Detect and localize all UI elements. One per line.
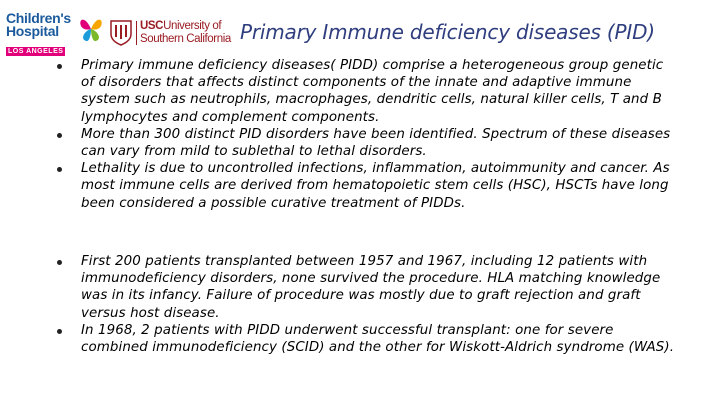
usc-logo-prefix: USC <box>140 20 164 32</box>
bullet-text: In 1968, 2 patients with PIDD underwent successful transplant: one for severe combined immunodeficiency (SCID) and the other for Wiskott-Aldrich syndrome (WAS). <box>81 322 675 356</box>
chla-logo-line2: Hospital <box>6 23 59 39</box>
bullet-item <box>57 57 679 126</box>
bullet-list-history <box>57 253 679 356</box>
usc-logo-line1 <box>140 20 231 33</box>
bullet-dot <box>57 329 62 334</box>
slide-title: Primary Immune deficiency diseases (PID) <box>240 20 655 44</box>
bullet-dot <box>57 167 62 172</box>
usc-logo-line2: Southern California <box>140 32 231 45</box>
bullet-list-background <box>57 57 679 212</box>
usc-seal-icon <box>110 20 132 46</box>
bullet-text: More than 300 distinct PID disorders have been identified. Spectrum of these diseases can vary from mild to sublethal to lethal disorders. <box>81 126 671 160</box>
bullet-dot <box>57 64 62 69</box>
chla-logo-line1: Children's <box>6 10 71 26</box>
usc-logo-line1-rest: University of <box>163 20 222 32</box>
butterfly-icon <box>77 13 105 45</box>
bullet-item <box>57 160 679 212</box>
bullet-text: First 200 patients transplanted between 1957 and 1967, including 12 patients with immunodeficiency disorders, none survived the procedure. HLA matching knowledge was in its infancy. Failure of procedure was mostly due to graft rejection and graft versus host disease. <box>81 254 661 321</box>
usc-logo <box>110 20 231 50</box>
bullet-dot <box>57 260 62 265</box>
slide-header <box>0 0 720 55</box>
bullet-text: Primary immune deficiency diseases( PIDD) comprise a heterogeneous group genetic of disorders that affects distinct components of the innate and adaptive immune system such as neutrophils, macrophages, dendritic cells, natural killer cells, T and B lymphocytes and complement components. <box>81 58 664 125</box>
childrens-hospital-la-logo <box>6 10 102 55</box>
bullet-item <box>57 126 679 160</box>
usc-logo-divider <box>136 21 137 45</box>
bullet-item <box>57 253 679 322</box>
bullet-text: Lethality is due to uncontrolled infections, inflammation, autoimmunity and cancer. As most immune cells are derived from hematopoietic stem cells (HSC), HSCTs have long been considered a possible curative treatment of PIDDs. <box>81 161 670 211</box>
chla-logo-line3: LOS ANGELES <box>8 48 64 55</box>
bullet-dot <box>57 133 62 138</box>
bullet-item <box>57 322 679 356</box>
